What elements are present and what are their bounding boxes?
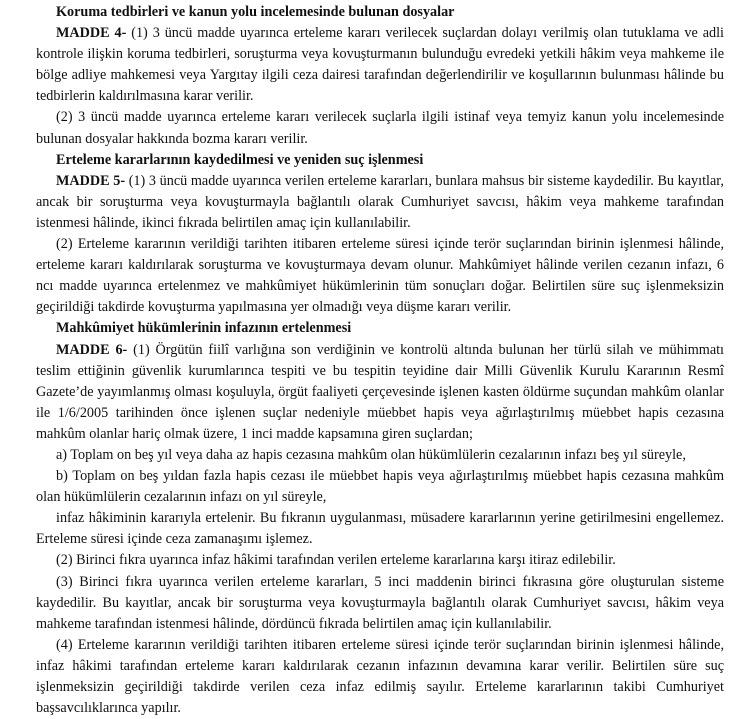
paragraph-text: infaz hâkiminin kararıyla ertelenir. Bu fıkranın uygulanması, müsadere kararlarının yerine getirilmesini engellemez. Erteleme süresi içinde ceza zamanaşımı işlemez.	[36, 510, 724, 548]
paragraph-text: (2) Birinci fıkra uyarınca infaz hâkimi tarafından verilen erteleme kararlarına karşı itiraz edilebilir.	[56, 552, 616, 569]
paragraph	[36, 107, 724, 149]
paragraph-text: (1) 3 üncü madde uyarınca erteleme kararı verilecek suçlardan dolayı verilmiş olan tutuklama ve adli kontrole ilişkin koruma tedbirleri, soruşturma veya kovuşturmanın bulunduğu evredeki yetkili hâkim veya mahkeme ile bölge adliye mahkemesi veya Yargıtay ilgili ceza dairesi tarafından değerlendirilir ve koşullarının bulunması hâlinde bu tedbirlerin kaldırılmasına karar verilir.	[36, 25, 724, 105]
paragraph-text: (2) Erteleme kararının verildiği tarihten itibaren erteleme süresi içinde terör suçlarından birinin işlenmesi hâlinde, erteleme kararı kaldırılarak soruşturma ve kovuşturmaya devam olunur. Mahkûmiyet hâlinde verilen cezanın infazı, 6 ncı madde uyarınca ertelenmez ve mahkûmiyet hükümlerinin tüm sonuçları doğar. Belirtilen süre suç işlenmeksizin geçirildiği takdirde kovuşturma yapılmasına yer olmadığı veya düşme kararı verilir.	[36, 236, 724, 316]
paragraph-text: (2) 3 üncü madde uyarınca erteleme kararı verilecek suçlarla ilgili istinaf veya temyiz kanun yolu incelemesinde bulunan dosyalar hakkında bozma kararı verilir.	[36, 109, 724, 147]
section-infaz-erteleme	[36, 318, 724, 719]
paragraph-text: (3) Birinci fıkra uyarınca verilen erteleme kararları, 5 inci maddenin birinci fıkrasına göre oluşturulan sisteme kaydedilir. Bu kayıtlar, ancak bir soruşturma veya kovuşturmayla bağlantılı olarak Cumhuriyet savcısı, hâkim veya mahkeme tarafından istenmesi hâlinde, dördüncü fıkrada belirtilen amaç için kullanılabilir.	[36, 573, 724, 632]
section-heading: Mahkûmiyet hükümlerinin infazının ertelenmesi	[56, 320, 352, 337]
paragraph-text: (4) Erteleme kararının verildiği tarihten itibaren erteleme süresi içinde terör suçlarından birinin işlenmesi hâlinde, infaz hâkimi tarafından erteleme kararı kaldırılarak cezanın infazının devamına karar verilir. Belirtilen süre suç işlenmeksizin geçirildiği takdirde verilen ceza infaz edilmiş sayılır. Erteleme kararlarının takibi Cumhuriyet başsavcılıklarınca yapılır.	[36, 636, 724, 717]
article-number: MADDE 4-	[56, 25, 127, 42]
paragraph-text: b) Toplam on beş yıldan fazla hapis cezası ile müebbet hapis veya ağırlaştırılmış müebbet hapis cezasına mahkûm olan hükümlülerin cezalarının infazı on yıl süreyle,	[36, 468, 724, 506]
paragraph	[36, 171, 724, 234]
section-erteleme-kayit	[36, 150, 724, 319]
paragraph	[36, 445, 724, 466]
article-number: MADDE 6-	[56, 341, 128, 358]
paragraph	[36, 508, 724, 550]
paragraph	[36, 635, 724, 719]
paragraph-text: (1) 3 üncü madde uyarınca verilen erteleme kararları, bunlara mahsus bir sisteme kaydedilir. Bu kayıtlar, ancak bir soruşturma veya kovuşturmayla bağlantılı olarak Cumhuriyet savcısı, hâkim veya mahkeme tarafından istenmesi hâlinde, ikinci fıkrada belirtilen amaç için kullanılabilir.	[36, 172, 724, 231]
paragraph-text: (1) Örgütün fiilî varlığına son verdiğinin ve kontrolü altında bulunan her türlü silah ve mühimmatı teslim ettiğinin güvenlik kurumlarınca tespiti ve bu tespitin teyidine dair Milli Güvenlik Kurulu Kararının Resmî Gazete’de yayımlanmış olması koşuluyla, örgüt faaliyeti çerçevesinde işlenen kasten öldürme suçundan mahkûm olanlar ile 1/6/2005 tarihinden önce işlenen suçlar nedeniyle müebbet hapis veya ağırlaştırılmış müebbet hapis cezasına mahkûm olanlar hariç olmak üzere, 1 inci madde kapsamına giren suçlardan;	[36, 341, 724, 442]
section-heading: Erteleme kararlarının kaydedilmesi ve yeniden suç işlenmesi	[56, 151, 424, 168]
paragraph-text: a) Toplam on beş yıl veya daha az hapis cezasına mahkûm olan hükümlülerin cezalarının infazı beş yıl süreyle,	[56, 446, 686, 463]
paragraph	[36, 572, 724, 635]
paragraph	[36, 234, 724, 318]
paragraph	[36, 340, 724, 445]
section-koruma-tedbirleri	[36, 2, 724, 150]
paragraph	[36, 466, 724, 508]
section-heading: Koruma tedbirleri ve kanun yolu incelemesinde bulunan dosyalar	[56, 4, 455, 20]
paragraph	[36, 550, 724, 571]
article-number: MADDE 5-	[56, 172, 126, 189]
paragraph	[36, 23, 724, 107]
